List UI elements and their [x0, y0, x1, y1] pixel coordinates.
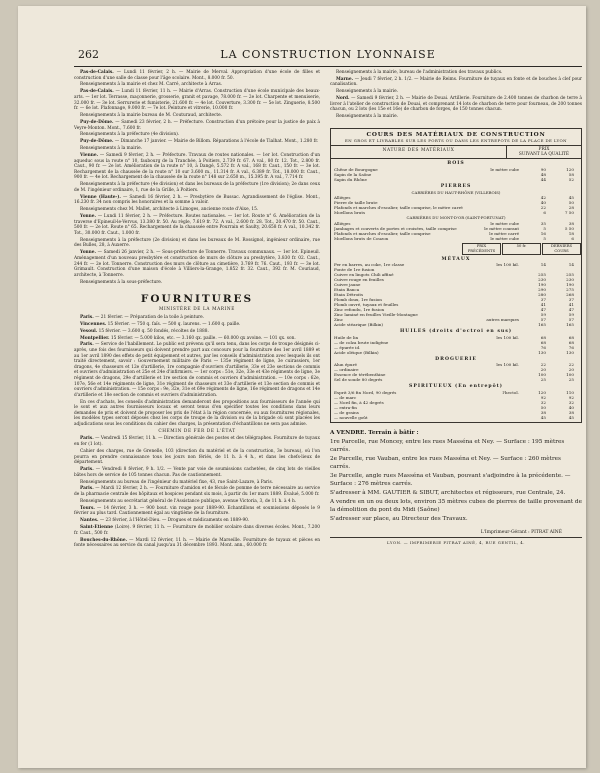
col-prix-label: PRIX — [538, 147, 550, 153]
adjudications-list — [74, 70, 320, 285]
price-min: 5 — [543, 235, 546, 241]
price-min: 76 — [540, 344, 546, 350]
price-min: 190 — [538, 282, 546, 288]
notice-paragraph — [74, 195, 320, 206]
notice-text: — Lundi 11 février, 2 h. — Préfecture. Routes nationales. — 1er lot. Route n° 6. Amélioration de la traverse d'Epineuil-le-Vervus, 13.380 fr. 50. Au règle, 7.619 fr. 72. A val., 2.600 fr. 28. Tot., 20.470 fr. 50. Caut., 500 fr. — 2e lot. Route n° 65. Rechargement de la chaussée entre Pourrain et Saulty, 20.658 fr. A val., 10.342 fr. Tot., 30.000 fr. Caut., 1.000 fr. — [74, 214, 320, 236]
notice-paragraph — [330, 114, 582, 120]
metaux-section — [331, 257, 581, 328]
material-name: Moellons bruts — [334, 210, 366, 216]
material-unit: les 100 kil. — [496, 362, 519, 368]
notice-text: Renseignements à la préfecture (2e division) et dans les bureaux de M. Rossignol, ingénieur ordinaire, rue des Bulles, 28, à Auxerre. — [74, 237, 320, 249]
price-max: 68 — [568, 339, 574, 345]
notice-lead: Vesoul. — [80, 328, 98, 334]
journal-page — [18, 6, 586, 768]
price-max: 92 — [568, 395, 574, 401]
notice-text: — Samedi 9 février, 2 h. — Préfecture. Travaux de routes nationales. — 1er lot. Construction d'un aqueduc sous la route n° 10, faubourg de la Tranchée, à Poitiers, 2.739 fr. 67. A val., 80 fr. 12. Tot., 2.800 fr. Caut., 90 fr. — 2e lot. Amélioration de la route n° 10, à Dangé, 5.572 fr. A val., 168 fr. Caut., 150 fr. — 3e lot. Rechargement de la chaussée de la route n° 10 sur 3.600 m., 11.314 fr. A val., 6.389 fr. Tot., 18.000 fr. Caut., 900 fr. — 4e lot. Rechargement de la chaussée de la route n° 148 sur 2.650 m., 15.395 fr. A val., 7.714 fr. — [74, 153, 320, 181]
page-header — [78, 48, 578, 62]
notice-text: Renseignements au bureau de l'ingénieur du matériel fixe, 43, rue Saint-Lazare, à Paris. — [80, 479, 274, 485]
material-name: Huile de lin — [334, 334, 359, 340]
price-max: 41 — [568, 302, 574, 308]
material-name: Acide stéarique (Bilkin) — [334, 322, 384, 328]
material-unit: le mètre cube — [490, 235, 519, 241]
price-max: 68 — [568, 334, 574, 340]
notice-text: — 23 février, à l'Hôtel-Dieu. — Drogues et médicaments en 1889-90. — [99, 518, 250, 524]
notice-text: 15 février. — 5.000 kilos, etc. — 3.160 qx. paille. — 60.000 qx avoine. — 101 qx. son. — [110, 335, 296, 341]
price-min: 280 — [538, 292, 546, 298]
price-max: 6 — [571, 235, 574, 241]
spiritueux-section — [331, 384, 581, 420]
material-name: — nouvelle goût — [334, 415, 368, 421]
vente-line: S'adresser sur place, au Directeur des Travaux. — [330, 516, 468, 523]
price-min: 165 — [538, 322, 546, 328]
notice-paragraph — [74, 449, 320, 466]
material-name: — de grains — [334, 410, 359, 416]
price-min: 35 — [540, 220, 546, 226]
price-min: 45 — [540, 415, 546, 421]
notice-text: — Mardi 12 février, 2 h. — Fourniture d'amidon et de fécule de pomme de terre nécessaire au service de la pharmacie centrale des hôpitaux et hospices pendant six mois, à partir du 1er mars 1889. Évalué, 5.000 fr. — [74, 486, 320, 498]
material-name: Zinc refondu, 1re fusion — [334, 307, 385, 313]
material-unit — [479, 415, 522, 420]
price-max: 130 — [566, 349, 574, 355]
price-max: 45 — [568, 195, 574, 201]
material-name: — de marc — [334, 395, 357, 401]
notice-paragraph — [330, 89, 582, 95]
notice-paragraph — [74, 132, 320, 138]
material-name: Esprit 3/6 fin Nord, 90 degrés — [334, 390, 397, 396]
notice-text: — Samedi 26 janvier, 2 h. — Sous-préfecture de Tonnerre. Travaux communaux. — 1er lot. Epineuil. Aménagement d'un nouveau presbytère et construction de murs de clôture au presbytère, 3.830 fr. 02. Caut., 244 fr. — 2e lot. Tonnerre. Construction des murs de clôture au cimetière, 3.769 fr. 76. Caut., 193 fr. — 3e lot. Grimault. Construction d'une maison d'école à Villiers-la-Grange, 1.852 fr. 32. Caut., 392 fr. M. Couriaud, architecte, à Tonnerre. — [74, 250, 320, 278]
price-min: 48 — [540, 171, 546, 177]
price-min: 25 — [540, 377, 546, 383]
price-max: 45 — [568, 415, 574, 421]
notice-lead: Vincennes. — [80, 321, 107, 327]
material-name: Cuivre rouge en feuilles — [334, 277, 384, 283]
notice-paragraph — [74, 329, 320, 335]
category-note: CARRIÈRES DU HAUT-RHÔNE (VILLEBOIS) — [411, 189, 501, 195]
notice-text: — 14 février, 3 h. — 900 bout. vin rouge pour 1889-90. Echantillons et soumissions déposés le 9 février au plus tard. Cautionnement égal au vingtième de la fourniture. — [74, 505, 320, 517]
price-min: 90 — [540, 166, 546, 172]
notice-lead: Paris. — [80, 342, 94, 348]
notice-paragraph — [330, 70, 582, 76]
cours-table-header — [331, 145, 581, 159]
notice-paragraph — [74, 207, 320, 213]
material-name: Alun épuré — [334, 362, 357, 368]
material-name: Fonte de 1re fusion — [334, 267, 375, 273]
material-name: Fer en barres, au coke, 1re classe — [334, 262, 405, 268]
huiles-section — [331, 329, 581, 355]
price-min: 32 — [540, 400, 546, 406]
notice-paragraph — [74, 315, 320, 321]
price-max: 120 — [566, 166, 574, 172]
vente-line: 3e Parcelle, angle rues Masséna et Vauban, pouvant s'adjoindre à la précédente. — Surface : 276 mètres carrés. — [330, 473, 571, 487]
notice-paragraph — [330, 96, 582, 113]
notice-paragraph — [74, 467, 320, 478]
price-row — [331, 350, 581, 355]
material-unit: les 100 kil. — [496, 334, 519, 340]
notice-paragraph — [74, 182, 320, 193]
price-max: 230 — [566, 277, 574, 283]
imprimeur-gerant: L'Imprimeur-Gérant : PITRAT AINÉ — [480, 529, 562, 535]
col-prix-sub: SUIVANT LA QUALITÉ — [518, 152, 570, 158]
material-name: Zinc laminé en feuilles Vieille-Montagne — [334, 312, 418, 318]
price-max: 22 — [568, 362, 574, 368]
material-name: — de colza brute indigène — [334, 339, 389, 345]
price-min: 14 — [540, 262, 546, 268]
material-name: Plomb ouvré, tuyaux et feuilles — [334, 302, 399, 308]
col-prix — [506, 146, 581, 158]
material-category: DROGUERIE — [435, 356, 477, 362]
notice-lead: Paris. — [80, 467, 94, 473]
notice-lead: Puy-de-Dôme. — [80, 139, 114, 145]
material-category: PIERRES — [440, 183, 472, 189]
notice-text: — 21 février. — Préparation de la toile à peinture. — [95, 314, 205, 320]
notice-text: — Vendredi 15 février, 11 h. — Direction générale des postes et des télégraphes. Fourniture de tuyaux en fer (1 lot). — [74, 436, 320, 448]
vente-line: 2e Parcelle, rue Vauban, entre les rues Masséna et Ney. — Surface : 260 mètres carrés. — [330, 456, 561, 470]
notice-paragraph — [74, 322, 320, 328]
material-name: Sapin du Rhône — [334, 176, 367, 182]
price-max: 110 — [566, 390, 574, 396]
price-min: 5 — [543, 225, 546, 231]
notice-paragraph — [74, 506, 320, 517]
price-row — [331, 322, 581, 327]
price-min: 44 — [540, 176, 546, 182]
material-name: — Nord fin, à 42 degrés — [334, 400, 384, 406]
price-min: 40 — [540, 200, 546, 206]
notice-text: Renseignements à la mairie. — [336, 89, 398, 95]
notice-text: (Loire). 9 février, 11 h. — Fourniture de mobilier scolaire dans diverses écoles. Mont., 7.200 fr. Caut., 500 fr. — [74, 525, 320, 536]
notice-paragraph — [74, 250, 320, 278]
price-min: 22 — [540, 205, 546, 211]
vente-lines — [330, 439, 582, 523]
notice-lead: Pas-de-Calais. — [80, 89, 114, 95]
material-unit: les 100 kil. — [496, 262, 519, 268]
price-min: 100 — [538, 372, 546, 378]
price-max: 100 — [566, 372, 574, 378]
price-min: 20 — [540, 367, 546, 373]
price-max: 165 — [566, 322, 574, 328]
notice-paragraph — [330, 77, 582, 88]
price-max: 38 — [568, 220, 574, 226]
droguerie-section — [331, 357, 581, 383]
material-unit — [479, 177, 522, 182]
notice-lead: Saint-Etienne — [80, 525, 114, 531]
material-name: — ordinaire — [334, 367, 359, 373]
notice-paragraph — [74, 146, 320, 152]
price-min: 50 — [540, 405, 546, 411]
price-max: 190 — [566, 282, 574, 288]
left-column — [74, 70, 320, 550]
vente-line: A vendre en un ou deux lots, environ 35 mètres cubes de pierres de taille provenant de la démolition du pont du Midi (Saône) — [330, 499, 582, 513]
material-name: Pierre de taille brute — [334, 200, 378, 206]
notice-text: Cahier des charges, rue de Grenelle, 103 (direction du matériel et de la construction, 3e bureau), où l'on pourra en prendre connaissance tous les jours non fériés, de 11 h. à 4 h., et dans les chefs-lieux de département. — [74, 448, 320, 466]
price-min: 22 — [540, 362, 546, 368]
price-row — [331, 377, 581, 382]
material-unit: le mètre courant — [484, 225, 519, 231]
notice-text: — Service de l'habillement. Le public est prévenu qu'il sera tenu, dans les corps de troupe désignés ci-après, une fois des fournisseurs qui doivent prendre part aux concours pour la fourniture des 1er avril 1889 et au 1er avril 1890 des effets de petit équipement et autres, par les conseils d'administration avec lesquels ils ont traité directement, savoir : Gouvernement militaire de Paris — 135e régiment de ligne, 3e cuirassiers, 1er dragons, 4e chasseurs et 12e d'artillerie, 1re compagnie d'ouvriers d'artillerie, 33e et 23e sections de commis et ouvriers d'administration et 25e et 24e d'infirmiers. — 1er corps : 51e, 32e, 33e et 43e régiments de ligne, 3e régiment de dragons, 29e d'artillerie et 1re section de commis et ouvriers d'administration. — 10e corps : 62e, 107e, 56e et 14e régiments de ligne, 31e régiment de chasseurs et 33e d'artillerie et 13e section de commis et ouvriers d'administration. — 15e corps : 9e, 32e, 31e et 69e régiments de ligne, 16e régiment de dragons et 14e d'artillerie et 18e section de commis et ouvriers d'administration. — [74, 342, 320, 398]
price-max: 28 — [568, 205, 574, 211]
notice-text: 15 février. — 750 q. faïs. — 500 q. laurens. — 1.600 q. paille. — [107, 321, 241, 327]
notice-text: — Vendredi 8 février, 9 h. 1/2. — Vente par voie de soumissions cachetées, de cinq lots de vieilles bâtes hors de service de 105 tonnes chacun. Pas de cautionnement. — [74, 467, 320, 478]
notice-text: Renseignements à la mairie. — [336, 114, 398, 120]
vente-line: S'adresser à MM. GAUTIER & SIBUT, architectes et régisseurs, rue Centrale, 24. — [330, 489, 566, 496]
notice-text: — Samedi 23 février, 2 h. — Préfecture. Construction d'un prétoire pour la justice de paix à Veyre-Monton. Mont., 7.600 fr. — [74, 119, 320, 131]
material-name: — extra-fin — [334, 405, 357, 411]
a-vendre-block — [330, 430, 582, 523]
notice-lead: Nantes. — [80, 518, 99, 524]
price-min: 68 — [540, 334, 546, 340]
price-min: 38 — [540, 410, 546, 416]
price-max: 255 — [566, 272, 574, 278]
imprimerie-line: LYON. — IMPRIMERIE PITRAT AINÉ, 4, RUE GENTIL, 4. — [387, 540, 525, 546]
chemin-de-fer-heading: CHEMIN DE FER DE L'ÉTAT — [158, 428, 236, 434]
notice-paragraph — [74, 486, 320, 497]
notice-paragraph — [74, 436, 320, 447]
price-row — [331, 415, 581, 420]
price-row — [331, 177, 581, 182]
price-min: 47 — [540, 307, 546, 313]
price-min: 68 — [540, 339, 546, 345]
price-headers — [331, 243, 581, 255]
material-unit: le mètre cube — [490, 220, 519, 226]
price-max: 57 — [568, 317, 574, 323]
price-max: 47 — [568, 307, 574, 313]
price-min: 41 — [540, 302, 546, 308]
notice-paragraph — [74, 525, 320, 536]
notice-lead: Paris. — [80, 314, 94, 320]
notice-paragraph — [74, 153, 320, 181]
ministere-heading: MINISTÈRE DE LA MARINE — [158, 307, 236, 313]
material-unit: le mètre cube — [490, 166, 519, 172]
price-max: 18 — [568, 230, 574, 236]
price-header-precedents: PRIX PRÉCÉDENTS — [462, 243, 501, 255]
notice-text: — Lundi 11 février, 2 h. — Mairie de Merval. Appropriation d'une école de filles et construction d'une salle de classe pour l'âge scolaire. Mont., 8.000 fr. 50. — [74, 70, 320, 81]
notice-lead: Vienne (Haute-). — [80, 194, 121, 200]
notice-lead: Puy-de-Dôme. — [80, 119, 114, 125]
notice-paragraph — [74, 238, 320, 249]
fournitures-title: FOURNITURES — [140, 293, 254, 306]
notice-text: Renseignements chez M. Mallet, architecte à Limoges, ancienne route d'Aixe, 15. — [80, 207, 259, 213]
notice-text: — Dimanche 17 janvier. — Mairie de Billom. Réparations à l'école de Tialhat. Mont., 1.280 fr. — [114, 139, 319, 145]
marine-list — [74, 315, 320, 428]
notice-lead: Paris. — [80, 486, 94, 492]
material-name: Cuivre en lingots Chili affiné — [334, 272, 394, 278]
price-min: 120 — [538, 390, 546, 396]
notice-text: — Mardi 12 février, 11 h. — Mairie de Marseille. Fourniture de tuyaux et pièces en fonte nécessaires au service du canal jusqu'au 31 décembre 1893. Mont. ann., 60.000 fr. — [74, 537, 320, 549]
material-name: Moellons bruts de Couzon — [334, 235, 389, 241]
material-name: Etain Détroits — [334, 292, 364, 298]
material-category: HUILES (droits d'octroi en sus) — [399, 329, 513, 335]
price-min: 57 — [540, 317, 546, 323]
material-name: Etain Banca — [334, 287, 360, 293]
price-max: 32 — [568, 400, 574, 406]
material-unit — [479, 350, 522, 355]
notice-lead: Yonne. — [80, 214, 97, 220]
price-min: 230 — [538, 277, 546, 283]
price-min: 59 — [540, 312, 546, 318]
price-min: 92 — [540, 395, 546, 401]
cours-title: COURS DES MATÉRIAUX DE CONSTRUCTION — [366, 131, 546, 138]
vente-line: 1re Parcelle, rue Moncey, entre les rues Masséna et Ney. — Surface : 195 mètres carrés. — [330, 439, 565, 453]
notice-text: — Lundi 11 février, 11 h. — Mairie d'Arras. Construction d'une école municipale des beaux-arts. — 1er lot. Terrasse, maçonnerie, grosserie, granit et pavage, 78.000 fr. — 2e lot. Charpente et menuiserie, 32.000 fr. — 3e lot. Serrurerie et fumisterie, 21.600 fr. — 4e lot. Couverture, 3.300 fr. — 5e lot. Zinguerie, 8.500 fr. — 6e lot. Plafonnage, 9.000 fr. — 7e lot. Peinture et vitrerie, 10.000 fr. — [74, 89, 320, 112]
price-min: 37 — [540, 297, 546, 303]
price-max: 58 — [568, 171, 574, 177]
price-max: 37 — [568, 297, 574, 303]
notice-lead: Bouches-du-Rhône. — [80, 537, 128, 543]
notice-paragraph — [74, 70, 320, 81]
notice-paragraph — [74, 538, 320, 549]
notice-paragraph — [74, 82, 320, 88]
price-max: 14 — [568, 262, 574, 268]
price-header-50: 50 fr. — [502, 243, 541, 255]
notice-text: 15 février. — 3.600 q. 50 fondés, récoltes de 1888. — [98, 328, 209, 334]
material-name: Plafonds et marches d'escalier, taille comprise, le mètre carré — [334, 205, 463, 211]
notice-text: Renseignements à la mairie bureau de M. Couturaud, architecte. — [80, 113, 223, 119]
notice-lead: Paris. — [80, 436, 94, 442]
notice-text: Renseignements à la préfecture (4e division). — [80, 132, 180, 138]
price-min: 255 — [538, 272, 546, 278]
material-name: Allièges — [334, 195, 351, 201]
notice-paragraph — [74, 89, 320, 111]
material-unit: le mètre carré — [489, 230, 519, 236]
right-top-list — [330, 70, 582, 120]
price-header-derniers: DERNIERS COURS — [542, 243, 581, 255]
notice-text: — Samedi 9 février, 2 h. — Mairie de Douai. Artillerie. Fourniture de 2.400 tonnes de charbon de terre à livrer à l'atelier de construction de Douai, et comprenant 14 lots de charbon de terre pour fourneau, de 200 tonnes chacun, ou 2 lots (les 15e et 16e) de charbon de forges, de 150 tonnes chacun. — [330, 96, 582, 113]
journal-title: LA CONSTRUCTION LYONNAISE — [220, 48, 436, 61]
notice-paragraph — [74, 280, 320, 286]
material-category: BOIS — [447, 161, 465, 167]
notice-text: — Samedi 16 février, 2 h. — Presbytère de Bussac. Agrandissement de l'église. Mont., 16.230 fr. 34 non compris les honoraires et la somme à valoir. — [74, 194, 320, 206]
notice-lead: Vienne. — [80, 153, 99, 159]
notice-text: En ces d'achats, les conseils d'administration demanderont des propositions aux fournisseurs de l'année qui le sont et aux autres fournisseurs locaux et seront tenus d'en spécifier toutes les conditions dans leurs demandes de prix et doivent de proposer les prix de l'état à la région concernée, ou aux fournitures régionales, les modèles types seront déposés chez les corps de troupe de la division ou de la brigade où sont placées les adjudications sous les conditions du cahier des charges, la présentation d'échantillons ne sera pas admise. — [74, 399, 320, 427]
material-name: — épurée id. — [334, 344, 361, 350]
price-min: 290 — [538, 287, 546, 293]
price-max: 40 — [568, 405, 574, 411]
notice-paragraph — [74, 113, 320, 119]
material-category: MÉTAUX — [441, 256, 471, 262]
material-unit — [479, 322, 522, 327]
material-name: Sel de soude 80 degrés — [334, 377, 383, 383]
notice-lead: Pas-de-Calais. — [80, 70, 114, 75]
notice-paragraph — [74, 480, 320, 486]
vente-title: A VENDRE. Terrain à bâtir : — [330, 430, 419, 437]
notice-paragraph — [74, 214, 320, 236]
notice-lead: Nord. — [336, 96, 350, 102]
price-max: 7 50 — [564, 210, 574, 216]
material-category: SPIRITUEUX (En entrepôt) — [409, 384, 503, 390]
notice-text: Renseignements au secrétariat général de l'Assistance publique, avenue Victoria, 3, de 11 h. à 4 h. — [80, 498, 297, 504]
page-number: 262 — [78, 48, 99, 61]
price-min: 42 — [540, 195, 546, 201]
material-name: Jambages et couverts de portes et croisées, taille comprise — [334, 225, 457, 231]
notice-lead: Montpellier. — [80, 335, 110, 341]
price-max: 268 — [566, 292, 574, 298]
cours-sections — [331, 161, 581, 240]
price-max: 76 — [568, 344, 574, 350]
notice-lead: Marne. — [336, 76, 354, 82]
footer-rule — [330, 537, 582, 538]
material-name: Allièges — [334, 220, 351, 226]
price-max: 275 — [566, 287, 574, 293]
price-min: 130 — [538, 349, 546, 355]
col-nature: NATURE DES MATÉRIAUX — [382, 148, 455, 154]
cours-materiaux-table — [330, 128, 582, 423]
category-note: CARRIÈRES DU MONT-D'OR (SAINT-FORTUNAT) — [406, 215, 506, 221]
price-max: 20 — [568, 367, 574, 373]
price-max: 52 — [568, 176, 574, 182]
notice-text: Renseignements à la mairie et chez M. Carré, architecte à Arras. — [80, 82, 223, 88]
notice-lead: Yonne. — [80, 250, 97, 256]
notice-text: Renseignements à la mairie, bureau de l'administration des travaux publics. — [336, 70, 503, 75]
notice-paragraph — [74, 518, 320, 524]
material-name: Acide oléique (Bilkin) — [334, 349, 379, 355]
notice-paragraph — [74, 120, 320, 131]
notice-lead: Tours. — [80, 505, 95, 511]
header-rule — [74, 66, 582, 67]
price-max: 50 — [568, 200, 574, 206]
material-name: Essence de térébenthine — [334, 372, 386, 378]
material-name: Plafonds et marches d'escalier, taille comprise — [334, 230, 431, 236]
notice-paragraph — [74, 342, 320, 398]
material-name: Sapin de la Saône — [334, 171, 372, 177]
right-column — [330, 70, 582, 546]
material-unit — [479, 377, 522, 382]
price-min: 6 — [543, 210, 546, 216]
notice-paragraph — [74, 400, 320, 428]
price-max: 5 50 — [564, 225, 574, 231]
material-unit: l'hectol. — [502, 390, 519, 396]
price-max: 25 — [568, 377, 574, 383]
material-name: Chêne de Bourgogne — [334, 166, 378, 172]
notice-text: Renseignements à la préfecture (4e division) et dans les bureaux de la préfecture (1re division); 2e dans ceux de M. l'ingénieur ordinaire, 1, rue de la Grille, à Poitiers. — [74, 182, 320, 193]
notice-paragraph — [74, 499, 320, 505]
notice-paragraph — [74, 336, 320, 342]
material-name: Zinc — [334, 317, 344, 323]
notice-text: — Jeudi 7 février, 2 h. 1/2. — Mairie de Reims. Fourniture de tuyaux en fonte et de bouches à clef pour canalisation. — [330, 76, 582, 88]
material-name: Plomb doux, 1re fusion — [334, 297, 382, 303]
price-row — [331, 236, 581, 241]
notice-text: Renseignements à la sous-préfecture. — [80, 279, 163, 285]
cours-subtitle: EN GROS ET LIVRABLES SUR LES PORTS OU DANS LES ENTREPOTS DE LA PLACE DE LYON — [345, 137, 567, 143]
material-unit: autres marques — [486, 317, 519, 323]
notice-paragraph — [74, 139, 320, 145]
price-max: 59 — [568, 312, 574, 318]
notice-text: Renseignements à la mairie. — [80, 146, 142, 152]
etat-list — [74, 436, 320, 548]
price-min: 16 — [540, 230, 546, 236]
price-max: 38 — [568, 410, 574, 416]
material-name: Cuivre jaune — [334, 282, 361, 288]
